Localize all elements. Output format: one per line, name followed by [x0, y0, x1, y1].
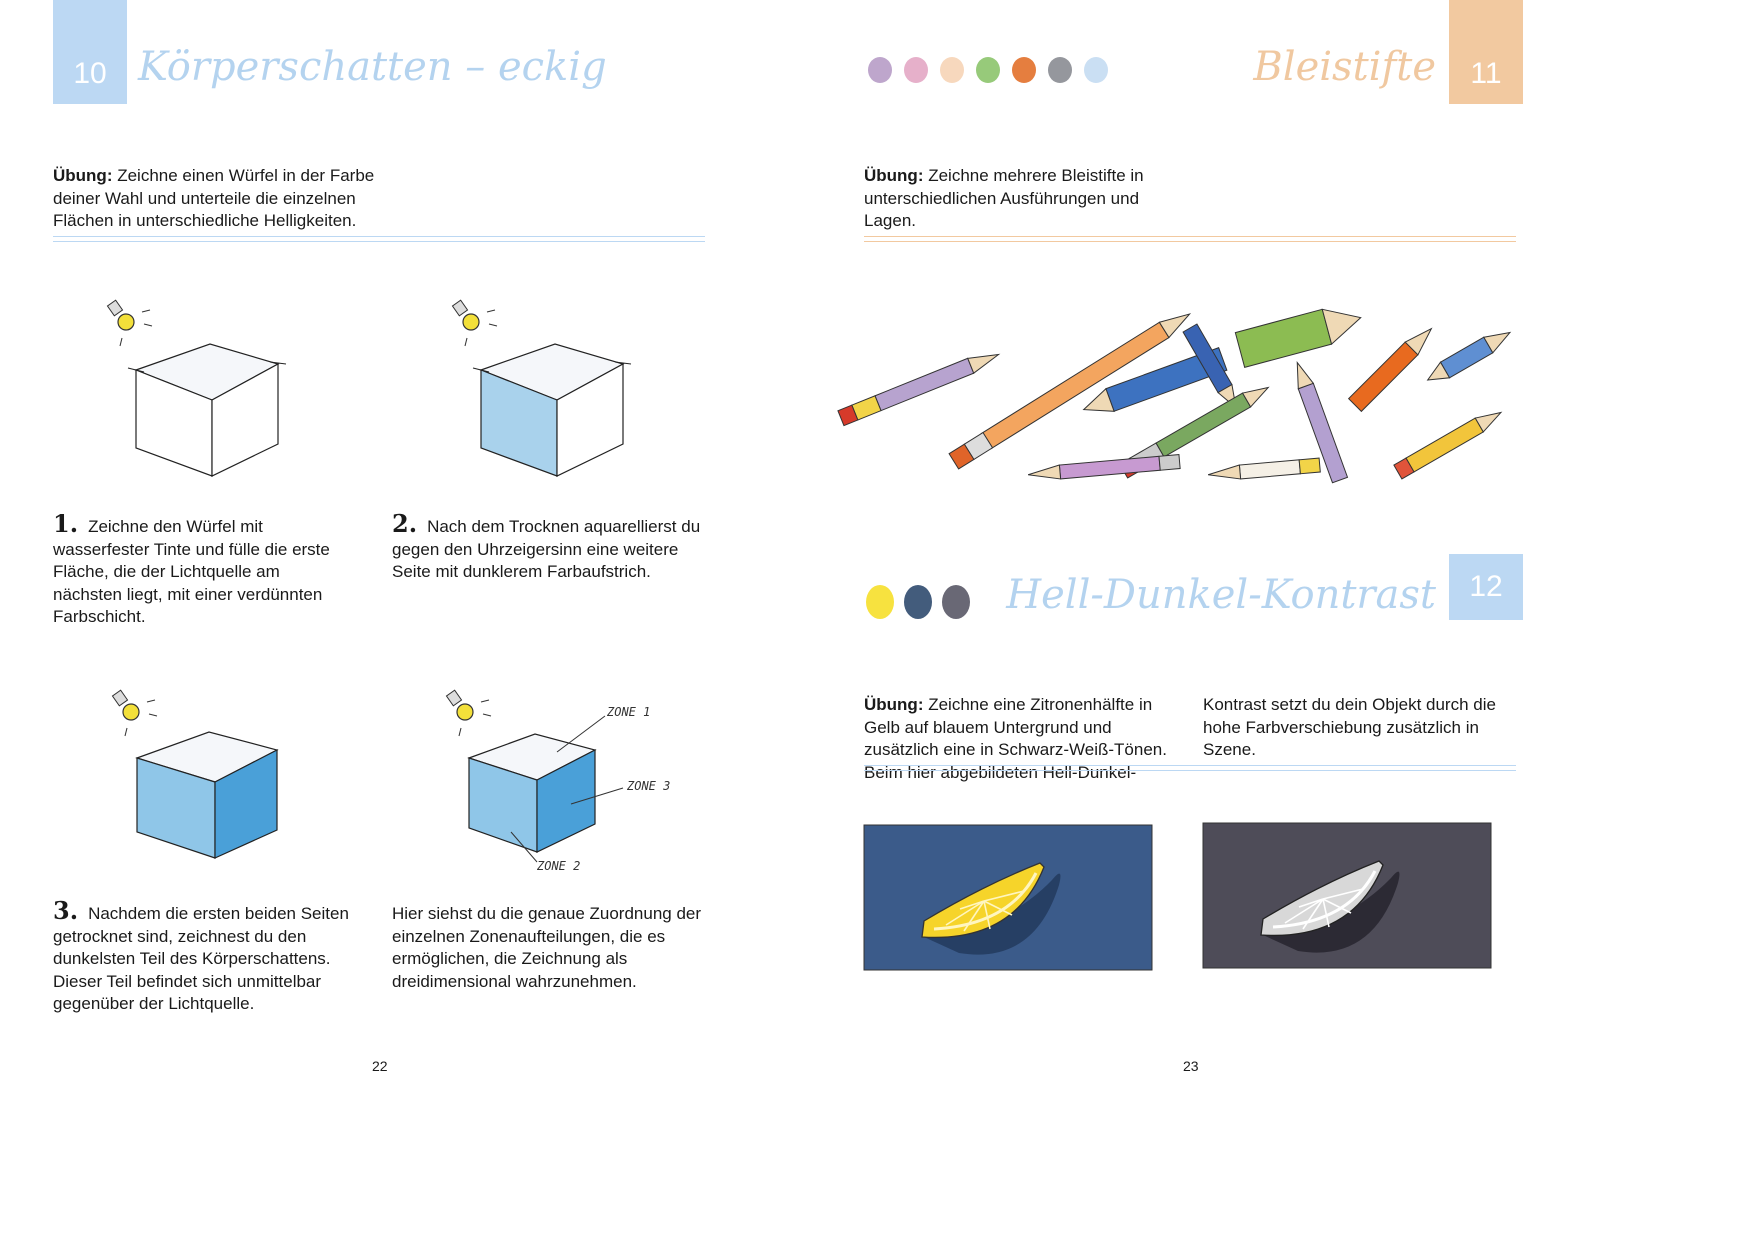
color-swatch	[1012, 57, 1036, 83]
step-2	[392, 509, 707, 584]
exercise-text	[53, 165, 383, 233]
zone-3-label: ZONE 3	[627, 779, 671, 793]
color-swatch	[1084, 57, 1108, 83]
exercise-body: Zeichne eine Zitronenhälfte in Gelb auf blauem Untergrund und zusätzlich eine in Schwarz-Weiß-Tönen. Beim hier abgebildeten Hell-Dunkel-Kontrast setzt du dein Objekt durch die hohe Farbverschiebung zusätzlich in Szene.	[864, 695, 1496, 782]
cube-illustration-zones	[445, 680, 705, 880]
section-title: Körperschatten – eckig	[138, 44, 607, 90]
section-12-number-badge	[1449, 554, 1523, 620]
color-swatch	[868, 57, 892, 83]
step-3	[53, 896, 368, 1016]
exercise-label: Übung:	[864, 695, 924, 714]
color-swatch	[904, 57, 928, 83]
zone-1-label: ZONE 1	[607, 705, 651, 719]
color-swatch	[904, 585, 932, 619]
divider	[864, 765, 1516, 771]
section-number-badge	[53, 0, 127, 104]
exercise-label: Übung:	[864, 166, 924, 185]
pencil	[1235, 300, 1365, 367]
pencil	[1208, 458, 1321, 482]
light-bulb-icon	[452, 300, 497, 346]
cube-illustration-step1	[100, 290, 300, 490]
exercise-label: Übung:	[53, 166, 113, 185]
color-swatches-12	[866, 582, 986, 622]
step-1	[53, 509, 353, 629]
cube-illustration-step3	[105, 680, 305, 880]
exercise-11-text	[864, 165, 1184, 233]
lemon-color-illustration	[864, 825, 1152, 970]
color-swatch	[940, 57, 964, 83]
divider	[53, 236, 705, 242]
exercise-body: Zeichne mehrere Bleistifte in unterschiedlichen Ausführungen und Lagen.	[864, 166, 1144, 230]
step-text: Nachdem die ersten beiden Seiten getrocknet sind, zeichnest du den dunkelsten Teil des Körperschattens. Dieser Teil befindet sich unmittelbar gegenüber der Lichtquelle.	[53, 904, 349, 1013]
step-text: Zeichne den Würfel mit wasserfester Tinte und fülle die erste Fläche, die der Lichtquelle am nächsten liegt, mit einer verdünnten Farbschicht.	[53, 517, 330, 626]
exercise-body: Zeichne einen Würfel in der Farbe deiner Wahl und unterteile die einzelnen Flächen in unterschiedliche Helligkeiten.	[53, 166, 375, 230]
divider	[864, 236, 1516, 242]
color-swatch	[942, 585, 970, 619]
pencil	[1394, 406, 1505, 479]
pencil	[1349, 322, 1438, 411]
zone-explanation: Hier siehst du die genaue Zuordnung der einzelnen Zonenaufteilungen, die es ermöglichen, die Zeichnung als dreidimensional wahrzunehmen.	[392, 904, 702, 991]
section-11-number-badge	[1449, 0, 1523, 104]
step-number: 3.	[53, 896, 79, 925]
page-number-left: 22	[372, 1058, 388, 1074]
cube-illustration-step2	[445, 290, 645, 490]
light-bulb-icon	[446, 690, 491, 736]
page-number-right: 23	[1183, 1058, 1199, 1074]
pencil	[838, 347, 1002, 426]
color-swatches-11	[866, 50, 1136, 90]
light-bulb-icon	[112, 690, 157, 736]
section-11-number: 11	[1470, 57, 1502, 90]
light-bulb-icon	[107, 300, 152, 346]
color-swatch	[866, 585, 894, 619]
section-11-title: Bleistifte	[1253, 44, 1436, 90]
pencil	[1423, 325, 1514, 388]
pencil	[1028, 455, 1181, 482]
step-text: Nach dem Trocknen aquarellierst du gegen den Uhrzeigersinn eine weitere Seite mit dunklerem Farbaufstrich.	[392, 517, 701, 581]
section-number: 10	[73, 57, 107, 90]
section-12-title: Hell-Dunkel-Kontrast	[1006, 572, 1436, 618]
step-number: 1.	[53, 509, 79, 538]
step-number: 2.	[392, 509, 418, 538]
zone-2-label: ZONE 2	[537, 859, 581, 873]
color-swatch	[976, 57, 1000, 83]
color-swatch	[1048, 57, 1072, 83]
section-12-number: 12	[1469, 570, 1503, 603]
pencils-illustration	[860, 280, 1516, 500]
lemon-bw-illustration	[1203, 823, 1491, 968]
